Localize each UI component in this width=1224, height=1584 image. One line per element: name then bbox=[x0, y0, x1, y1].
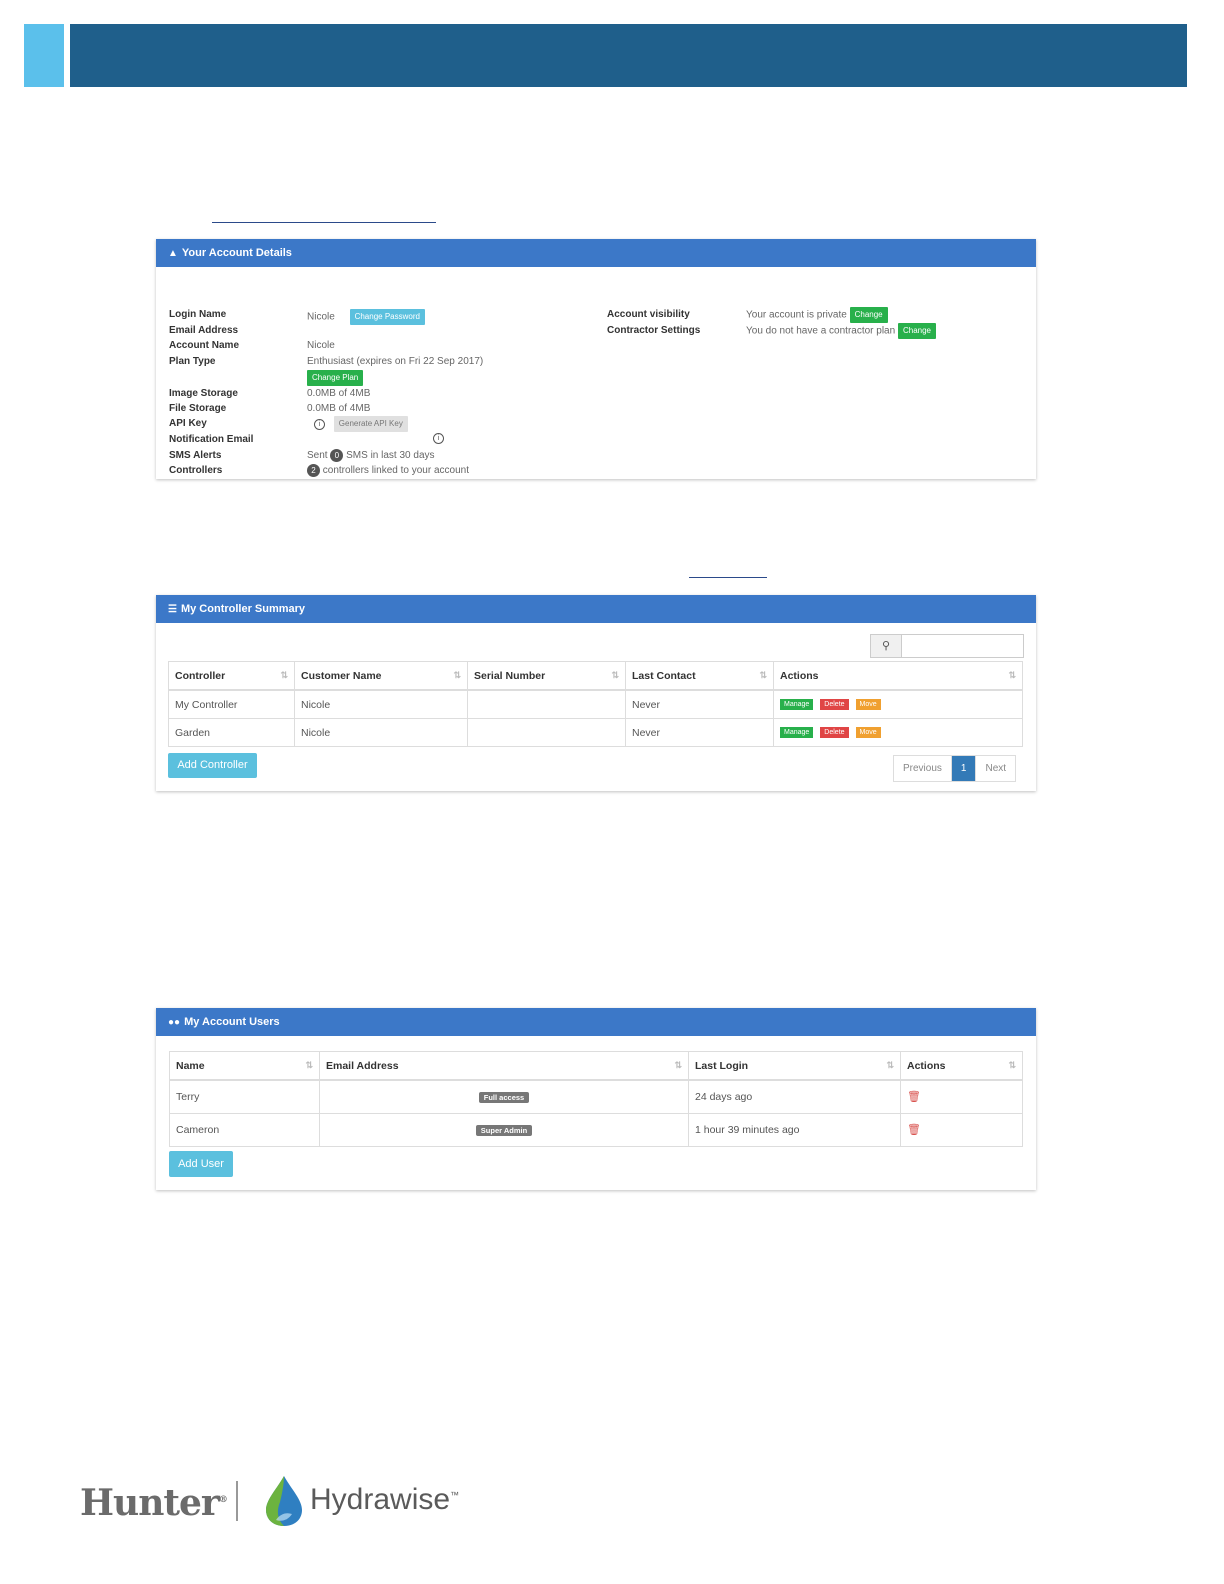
panel-header bbox=[156, 595, 1036, 623]
contractor-settings-value: You do not have a contractor plan Change bbox=[746, 323, 936, 339]
notification-email-value bbox=[433, 433, 444, 444]
previous-page-button[interactable]: Previous bbox=[894, 756, 952, 781]
panel-header bbox=[156, 1008, 1036, 1036]
delete-button[interactable]: Delete bbox=[820, 727, 848, 738]
add-controller-button[interactable]: Add Controller bbox=[168, 753, 257, 778]
column-header[interactable]: Actions ⇅ bbox=[774, 662, 1023, 691]
user-name-cell: Terry bbox=[170, 1080, 320, 1113]
login-name-label: Login Name bbox=[169, 309, 227, 320]
controllers-value: 2 controllers linked to your account bbox=[307, 464, 469, 477]
notification-email-label: Notification Email bbox=[169, 434, 254, 445]
column-header[interactable]: Serial Number ⇅ bbox=[468, 662, 626, 691]
link-underline[interactable] bbox=[212, 222, 436, 223]
manage-button[interactable]: Manage bbox=[780, 699, 813, 710]
sort-icon: ⇅ bbox=[280, 670, 288, 680]
account-details-panel bbox=[156, 239, 1036, 479]
add-user-button[interactable]: Add User bbox=[169, 1151, 233, 1177]
sort-icon: ⇅ bbox=[674, 1060, 682, 1070]
next-page-button[interactable]: Next bbox=[975, 756, 1015, 781]
account-visibility-value: Your account is private Change bbox=[746, 307, 888, 323]
logo-divider bbox=[236, 1481, 238, 1521]
customer-cell: Nicole bbox=[295, 719, 468, 747]
controller-cell: My Controller bbox=[169, 690, 295, 719]
column-header[interactable]: Controller ⇅ bbox=[169, 662, 295, 691]
sms-count-badge: 0 bbox=[330, 449, 343, 462]
users-icon: ●● bbox=[168, 1016, 181, 1028]
last-login-cell: 24 days ago bbox=[689, 1080, 901, 1113]
panel-title: Your Account Details bbox=[181, 247, 292, 259]
actions-cell bbox=[901, 1113, 1023, 1146]
controller-count-badge: 2 bbox=[307, 464, 320, 477]
account-visibility-label: Account visibility bbox=[607, 309, 690, 320]
login-name-value: Nicole Change Password bbox=[307, 309, 425, 325]
hunter-logo: Hunter® bbox=[80, 1482, 228, 1524]
sort-icon: ⇅ bbox=[759, 670, 767, 680]
list-icon: ☰ bbox=[168, 603, 177, 615]
trash-icon[interactable]: 🗑 bbox=[907, 1124, 921, 1136]
sort-icon: ⇅ bbox=[1008, 1060, 1016, 1070]
sort-icon: ⇅ bbox=[886, 1060, 894, 1070]
trash-icon[interactable]: 🗑 bbox=[907, 1091, 921, 1104]
column-header[interactable]: Actions ⇅ bbox=[901, 1052, 1023, 1081]
sort-icon: ⇅ bbox=[453, 670, 461, 680]
controller-table bbox=[168, 661, 1023, 747]
sort-icon: ⇅ bbox=[1008, 670, 1016, 680]
header-accent-block bbox=[24, 24, 64, 87]
column-header[interactable]: Last Contact ⇅ bbox=[626, 662, 774, 691]
file-storage-value: 0.0MB of 4MB bbox=[307, 403, 371, 414]
actions-cell bbox=[774, 719, 1023, 747]
sms-alerts-value: Sent 0 SMS in last 30 days bbox=[307, 450, 435, 462]
controllers-label: Controllers bbox=[169, 465, 223, 476]
panel-header bbox=[156, 239, 1036, 267]
account-details-body bbox=[156, 267, 1036, 479]
plan-type-label: Plan Type bbox=[169, 356, 216, 367]
column-header[interactable]: Email Address ⇅ bbox=[320, 1052, 689, 1081]
customer-cell: Nicole bbox=[295, 690, 468, 719]
column-header[interactable]: Customer Name ⇅ bbox=[295, 662, 468, 691]
image-storage-label: Image Storage bbox=[169, 388, 238, 399]
account-name-value: Nicole bbox=[307, 340, 335, 351]
email-cell bbox=[320, 1080, 689, 1113]
sort-icon: ⇅ bbox=[305, 1060, 313, 1070]
move-button[interactable]: Move bbox=[856, 727, 881, 738]
serial-cell bbox=[468, 690, 626, 719]
serial-cell bbox=[468, 719, 626, 747]
table-row bbox=[170, 1080, 1023, 1113]
image-storage-value: 0.0MB of 4MB bbox=[307, 388, 371, 399]
generate-api-key-button[interactable]: Generate API Key bbox=[334, 416, 408, 432]
last-contact-cell: Never bbox=[626, 690, 774, 719]
search-box bbox=[870, 634, 1024, 658]
search-input[interactable] bbox=[902, 635, 1023, 657]
table-row bbox=[169, 719, 1023, 747]
manage-button[interactable]: Manage bbox=[780, 727, 813, 738]
change-password-button[interactable]: Change Password bbox=[350, 309, 425, 325]
change-plan-button[interactable]: Change Plan bbox=[307, 370, 363, 386]
table-row bbox=[169, 690, 1023, 719]
plan-type-value: Enthusiast (expires on Fri 22 Sep 2017) bbox=[307, 356, 484, 367]
controller-summary-panel bbox=[156, 595, 1036, 791]
api-key-label: API Key bbox=[169, 418, 207, 429]
account-users-panel bbox=[156, 1008, 1036, 1190]
user-name-cell: Cameron bbox=[170, 1113, 320, 1146]
panel-title: My Account Users bbox=[184, 1016, 280, 1028]
last-login-cell: 1 hour 39 minutes ago bbox=[689, 1113, 901, 1146]
panel-title: My Controller Summary bbox=[180, 603, 306, 615]
search-icon[interactable]: ⚲ bbox=[871, 635, 902, 657]
hydrawise-logo-text: Hydrawise™ bbox=[310, 1483, 460, 1516]
last-contact-cell: Never bbox=[626, 719, 774, 747]
user-icon: ▲ bbox=[168, 247, 178, 259]
link-underline[interactable] bbox=[689, 577, 767, 578]
change-contractor-button[interactable]: Change bbox=[898, 323, 936, 339]
table-header-row bbox=[169, 662, 1023, 691]
file-storage-label: File Storage bbox=[169, 403, 227, 414]
actions-cell bbox=[901, 1080, 1023, 1113]
header-bar bbox=[70, 24, 1187, 87]
info-icon[interactable]: i bbox=[314, 419, 325, 430]
email-address-label: Email Address bbox=[169, 325, 239, 336]
change-plan-wrap bbox=[307, 370, 363, 386]
controller-cell: Garden bbox=[169, 719, 295, 747]
users-table bbox=[169, 1051, 1023, 1147]
table-header-row bbox=[170, 1052, 1023, 1081]
column-header[interactable]: Name ⇅ bbox=[170, 1052, 320, 1081]
change-visibility-button[interactable]: Change bbox=[850, 307, 888, 323]
email-cell bbox=[320, 1113, 689, 1146]
actions-cell bbox=[774, 690, 1023, 719]
sms-alerts-label: SMS Alerts bbox=[169, 450, 222, 461]
table-row bbox=[170, 1113, 1023, 1146]
info-icon[interactable]: i bbox=[433, 433, 444, 444]
column-header[interactable]: Last Login ⇅ bbox=[689, 1052, 901, 1081]
api-key-value bbox=[314, 416, 408, 432]
move-button[interactable]: Move bbox=[856, 699, 881, 710]
pagination bbox=[893, 755, 1016, 782]
account-name-label: Account Name bbox=[169, 340, 240, 351]
delete-button[interactable]: Delete bbox=[820, 699, 848, 710]
page-1-button[interactable]: 1 bbox=[952, 756, 976, 781]
hydrawise-drop-icon bbox=[262, 1474, 306, 1533]
sort-icon: ⇅ bbox=[611, 670, 619, 680]
role-badge: Full access bbox=[479, 1092, 529, 1103]
role-badge: Super Admin bbox=[476, 1125, 532, 1136]
contractor-settings-label: Contractor Settings bbox=[607, 325, 701, 336]
